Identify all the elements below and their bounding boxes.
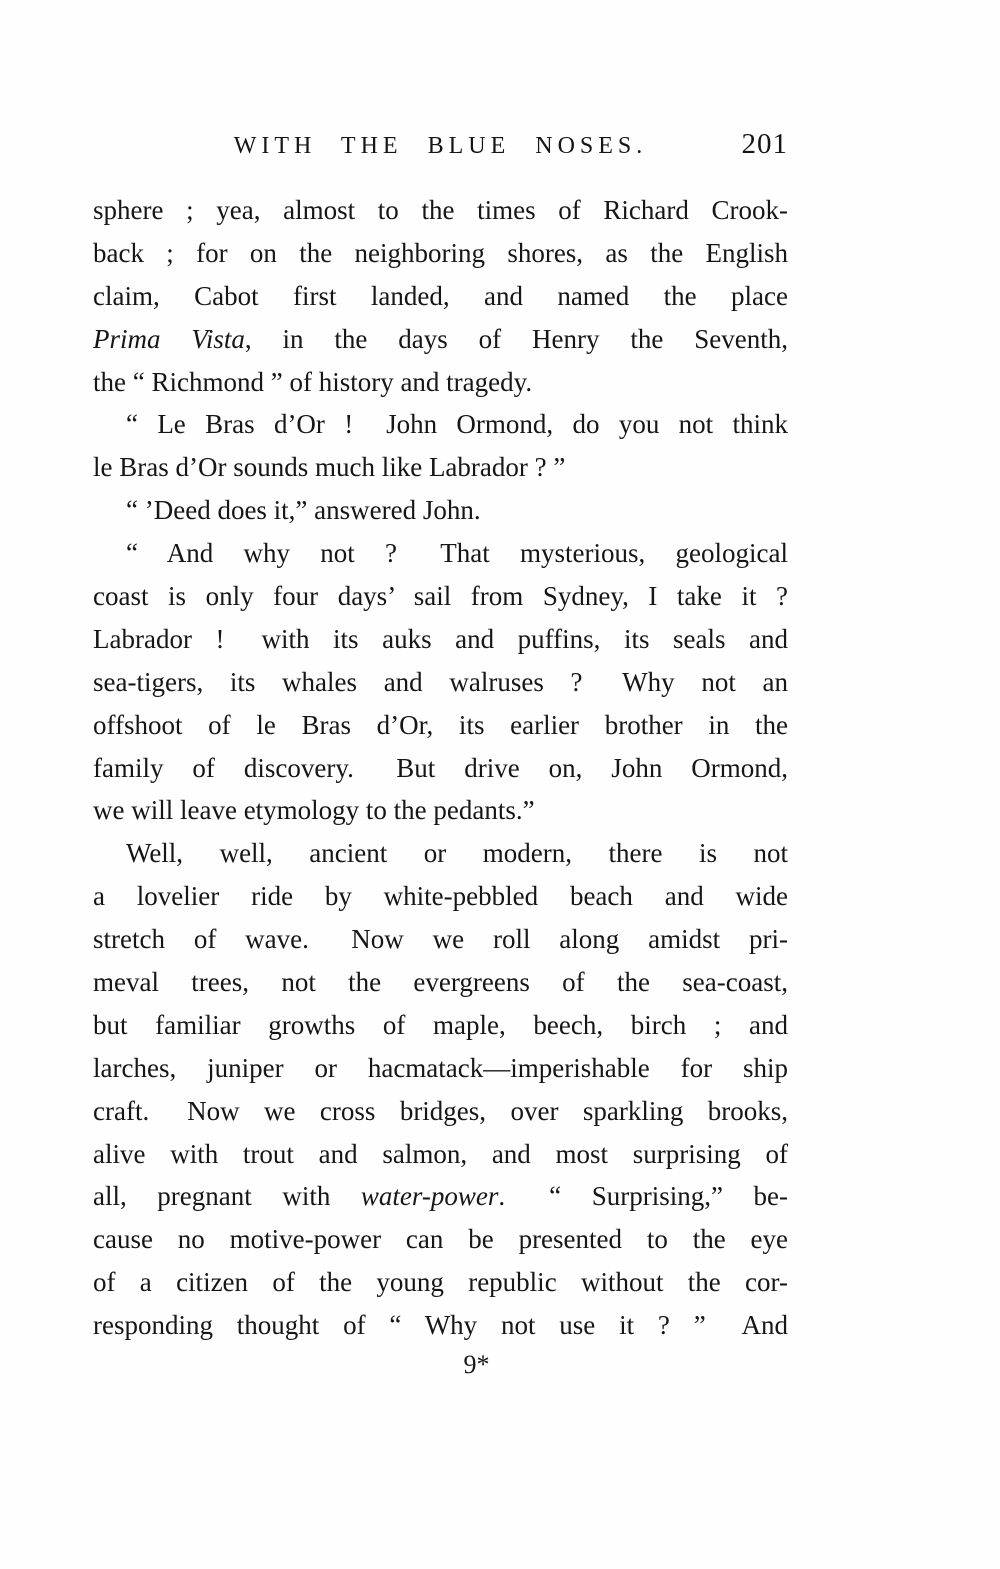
text-line xyxy=(93,403,788,446)
text-line xyxy=(93,875,788,918)
text-line xyxy=(93,704,788,747)
page-number: 201 xyxy=(741,128,788,160)
text-segment: . “ Surprising,” be- xyxy=(498,1181,789,1212)
text-segment: , in the days of Henry the Seventh, xyxy=(244,323,788,354)
text-segment: stretch of wave. Now we roll along amidst pri- xyxy=(93,924,788,955)
text-line xyxy=(93,232,788,275)
text-segment: Labrador ! with its auks and puffins, its seals and xyxy=(93,623,788,654)
text-segment: a lovelier ride by white-pebbled beach and wide xyxy=(93,881,788,912)
text-line xyxy=(93,318,788,361)
text-line xyxy=(93,789,788,832)
text-line xyxy=(93,446,788,489)
text-segment: sea-tigers, its whales and walruses ? Why not an xyxy=(93,666,788,697)
text-segment: the “ Richmond ” of history and tragedy. xyxy=(93,366,533,397)
text-line xyxy=(93,661,788,704)
text-line xyxy=(93,1047,788,1090)
text-segment: claim, Cabot first landed, and named the place xyxy=(93,280,788,311)
text-line xyxy=(93,1218,788,1261)
text-line xyxy=(93,1090,788,1133)
text-line xyxy=(93,1304,788,1347)
text-segment: alive with trout and salmon, and most surprising of xyxy=(93,1138,788,1169)
text-segment: coast is only four days’ sail from Sydney, I take it ? xyxy=(93,581,788,612)
text-line xyxy=(93,961,788,1004)
text-line xyxy=(93,747,788,790)
text-segment: “ And why not ? That mysterious, geological xyxy=(126,538,788,569)
text-line xyxy=(93,1133,788,1176)
text-segment: of a citizen of the young republic without the cor- xyxy=(93,1267,788,1298)
text-line xyxy=(93,918,788,961)
text-line xyxy=(93,532,788,575)
text-segment: meval trees, not the evergreens of the sea-coast, xyxy=(93,967,788,998)
text-segment: craft. Now we cross bridges, over sparkling brooks, xyxy=(93,1095,788,1126)
text-line xyxy=(93,489,788,532)
italic-text: water-power xyxy=(360,1181,499,1212)
text-line xyxy=(93,1004,788,1047)
text-segment: “ Le Bras d’Or ! John Ormond, do you not think xyxy=(126,409,788,440)
text-segment: family of discovery. But drive on, John Ormond, xyxy=(93,752,788,783)
text-segment: larches, juniper or hacmatack—imperishable for ship xyxy=(93,1052,788,1083)
text-line xyxy=(93,832,788,875)
text-segment: Well, well, ancient or modern, there is not xyxy=(126,838,788,869)
text-line xyxy=(93,189,788,232)
text-line xyxy=(93,575,788,618)
italic-text: Prima Vista xyxy=(93,323,245,354)
text-segment: “ ’Deed does it,” answered John. xyxy=(126,495,481,526)
text-segment: we will leave etymology to the pedants.” xyxy=(93,795,535,826)
text-segment: responding thought of “ Why not use it ? ” And xyxy=(93,1310,788,1341)
text-segment: le Bras d’Or sounds much like Labrador ? ” xyxy=(93,452,566,483)
text-segment: cause no motive-power can be presented to the eye xyxy=(93,1224,788,1255)
text-segment: offshoot of le Bras d’Or, its earlier brother in the xyxy=(93,709,788,740)
text-line xyxy=(93,618,788,661)
page-header xyxy=(93,128,788,165)
text-line xyxy=(93,275,788,318)
text-line xyxy=(93,361,788,404)
text-segment: but familiar growths of maple, beech, birch ; and xyxy=(93,1009,788,1040)
signature-mark: 9* xyxy=(463,1350,490,1379)
text-segment: back ; for on the neighboring shores, as the English xyxy=(93,237,788,268)
text-segment: sphere ; yea, almost to the times of Richard Crook- xyxy=(93,195,788,225)
text-line xyxy=(93,1261,788,1304)
running-title: WITH THE BLUE NOSES. xyxy=(233,133,648,159)
text-segment: all, pregnant with xyxy=(93,1181,361,1212)
text-block xyxy=(93,189,788,1347)
text-line xyxy=(93,1175,788,1218)
